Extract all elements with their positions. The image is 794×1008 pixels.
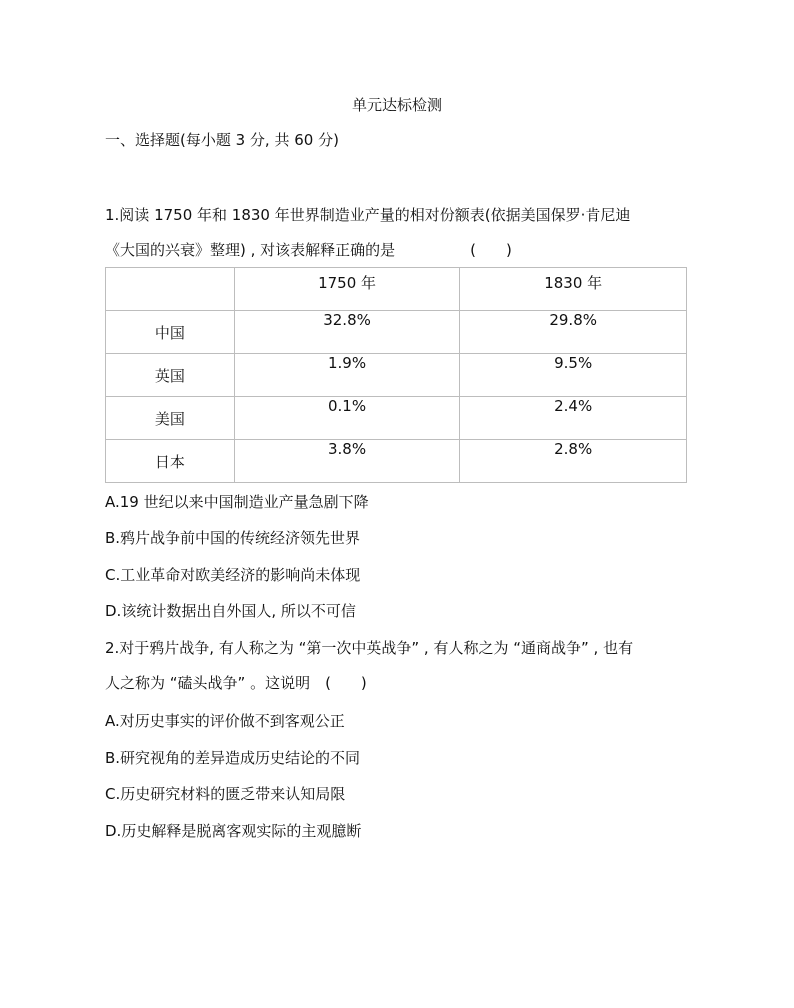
question-1-stem-line-1: 1.阅读 1750 年和 1830 年世界制造业产量的相对份额表(依据美国保罗·肯尼迪: [105, 206, 631, 224]
table-cell: 1.9%: [234, 354, 460, 397]
table-header-cell: 1750 年: [234, 268, 460, 311]
question-1-option-c: C.工业革命对欧美经济的影响尚未体现: [105, 566, 361, 584]
table-cell: 0.1%: [234, 397, 460, 440]
question-2-option-c: C.历史研究材料的匮乏带来认知局限: [105, 785, 346, 803]
question-2-option-b: B.研究视角的差异造成历史结论的不同: [105, 749, 361, 767]
question-2-option-a: A.对历史事实的评价做不到客观公正: [105, 712, 345, 730]
table-cell: 2.8%: [460, 440, 687, 483]
table-row: [106, 397, 687, 440]
table-row: [106, 440, 687, 483]
manufacturing-share-table: [105, 267, 687, 483]
table-row-label: 中国: [106, 311, 235, 354]
question-2-stem-line-2: 人之称为 “磕头战争” 。这说明 ( ): [105, 674, 367, 692]
question-1-option-d: D.该统计数据出自外国人, 所以不可信: [105, 602, 356, 620]
table-cell: 9.5%: [460, 354, 687, 397]
question-1-stem-line-2: 《大国的兴衰》整理) , 对该表解释正确的是 ( ): [105, 241, 512, 259]
page-title: 单元达标检测: [351, 96, 442, 114]
table-header-cell: [106, 268, 235, 311]
table-cell: 32.8%: [234, 311, 460, 354]
table-cell: 3.8%: [234, 440, 460, 483]
question-2-option-d: D.历史解释是脱离客观实际的主观臆断: [105, 822, 362, 840]
question-2-stem-line-1: 2.对于鸦片战争, 有人称之为 “第一次中英战争” , 有人称之为 “通商战争” , 也有: [105, 639, 634, 657]
table-header-row: [106, 268, 687, 311]
question-1-option-b: B.鸦片战争前中国的传统经济领先世界: [105, 529, 361, 547]
question-1-option-a: A.19 世纪以来中国制造业产量急剧下降: [105, 493, 369, 511]
table-cell: 2.4%: [460, 397, 687, 440]
table-row: [106, 311, 687, 354]
table-row-label: 日本: [106, 440, 235, 483]
table-cell: 29.8%: [460, 311, 687, 354]
table-row: [106, 354, 687, 397]
table-header-cell: 1830 年: [460, 268, 687, 311]
table-row-label: 英国: [106, 354, 235, 397]
section-heading: 一、选择题(每小题 3 分, 共 60 分): [105, 131, 339, 149]
table-row-label: 美国: [106, 397, 235, 440]
